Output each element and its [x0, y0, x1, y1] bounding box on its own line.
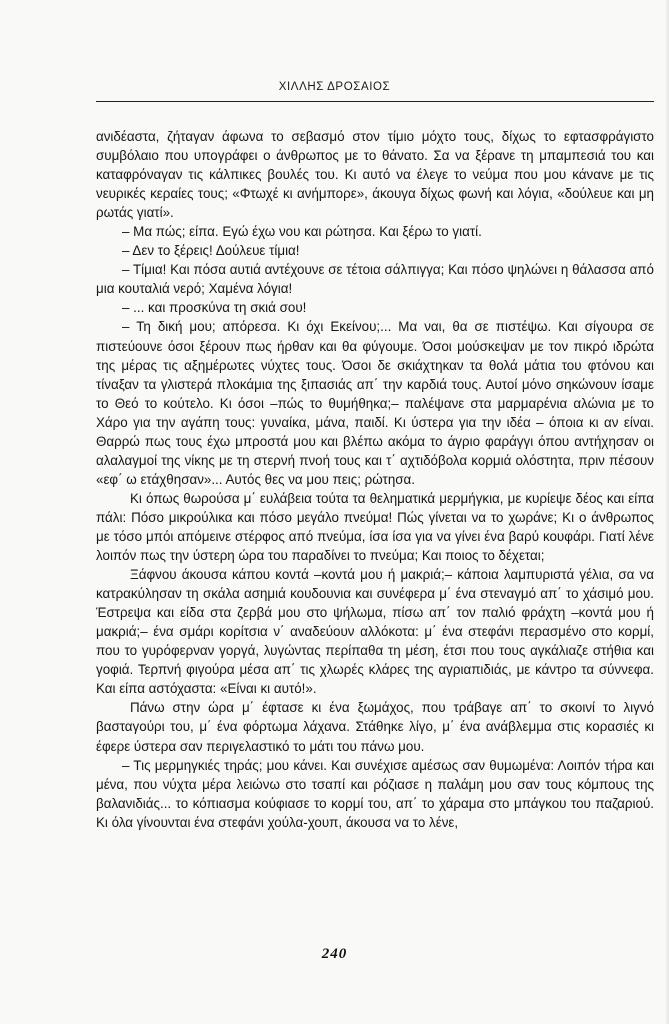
paragraph: Ξάφνου άκουσα κάπου κοντά –κοντά μου ή μακριά;– κάποια λαμπυριστά γέλια, σα να κατρακύλησαν τη σκάλα ασημιά κουδουνια και συνέφερα μ΄ ένα στεναγμό απ΄ το χάσιμό μου. Έστρεψα και είδα στα ζερβά μου στο ψήλωμα, πίσω απ΄ τον παλιό φράχτη –κοντά μου ή μακριά;– ένα σμάρι κορίτσια ν΄ αναδεύουν αλλόκοτα: μ΄ ένα στεφάνι περασμένο στο κορμί, που το γυρόφερναν γοργά, λυγώντας περίπαθα τη μέση, έτσι που τους αγκάλιαζε στήθια και γοφιά. Τερπνή φιγούρα μέσα απ΄ τις χλωρές κλάρες της αγριαπιδιάς, με κάντρο τα σύννεφα. Και είπα αστόχαστα: «Είναι κι αυτό!». [96, 567, 654, 697]
paragraph: – Τη δική μου; απόρεσα. Κι όχι Εκείνου;... Μα ναι, θα σε πιστέψω. Και σίγουρα σε πιστεύουνε όσοι ξέρουν πως ήρθαν και θα φύγουμε. Όσοι μούσκεψαν με τον πικρό ιδρώτα της μέρας τις αξημέρωτες νύχτες τους. Όσοι δε σκιάχτηκαν τα θολά μάτια του φτόνου και τίναξαν τα γλιστερά πλοκάμια της ξιπασιάς απ΄ την καρδιά τους. Αυτοί μόνο σηκώνουν ίσαμε το Θεό το κούτελο. Κι όσοι –πώς το θυμήθηκα;– παλέψανε στα μαρμαρένια αλώνια με το Χάρο για την αγάπη τους: γυναίκα, μάνα, παιδί. Κι ύστερα για την ιδέα – όποια κι αν είναι. Θαρρώ πως τους έχω μπροστά μου και βλέπω ακόμα το άγριο φαράγγι όπου αντήχησαν οι αλαλαγμοί της νίκης με τη στερνή πνοή τους και τ΄ αχτιδόβολα κορμιά ολόστητα, πριν πέσουν «εφ΄ ω ετάχθησαν»... Αυτός θες να μου πεις; ρώτησα. [96, 319, 654, 487]
paragraph: Κι όπως θωρούσα μ΄ ευλάβεια τούτα τα θεληματικά μερμήγκια, με κυρίεψε δέος και είπα πάλι: Πόσο μικρούλικα και πόσο μεγάλο πνεύμα! Πώς γίνεται να το χωράνε; Κι ο άνθρωπος με τόσο μπόι απόμεινε στέρφος από πνεύμα, ίσα ίσα για να γίνει ένα βαρύ κουφάρι. Γιατί λένε λοιπόν πως την ύστερη ώρα του παραδίνει το πνεύμα; Και ποιος το δέχεται; [96, 490, 654, 564]
paragraph: – Δεν το ξέρεις! Δούλευε τίμια! [122, 243, 300, 259]
paragraph: – ... και προσκύνα τη σκιά σου! [122, 300, 307, 316]
paragraph: – Τις μερμηγκιές τηράς; μου κάνει. Και συνέχισε αμέσως σαν θυμωμένα: Λοιπόν τήρα και μένα, που νύχτα μέρα λειώνω στο τσαπί και ρόζιασε η παλάμη μου σαν τους κόμπους της βαλανιδιάς... το κόπιασμα κούφιασε το κορμί του, απ΄ το χάραμα στο μπάγκου του παζαριού. Κι όλα γίνουνται ένα στεφάνι χούλα-χουπ, άκουσα να το λένε, [96, 757, 654, 830]
page-edge-shadow [665, 0, 669, 1024]
paragraph: – Μα πώς; είπα. Εγώ έχω νου και ρώτησα. Και ξέρω το γιατί. [122, 224, 482, 240]
page-number: 240 [321, 946, 348, 962]
paragraph: – Τίμια! Και πόσα αυτιά αντέχουνε σε τέτοια σάλπιγγα; Και πόσο ψηλώνει η θάλασσα από μια κουταλιά νερό; Χαμένα λόγια! [96, 262, 654, 297]
paragraph: Πάνω στην ώρα μ΄ έφτασε κι ένα ξωμάχος, που τράβαγε απ΄ το σκοινί το λιγνό βασταγούρι του, μ΄ ένα φόρτωμα λάχανα. Στάθηκε λίγο, μ΄ ένα ανάβλεμμα στις κορασιές κι έφερε ύστερα σαν περιγελαστικό το μάτι του πάνω μου. [96, 700, 654, 754]
running-head: ΧΙΛΛΗΣ ΔΡΟΣΑΙΟΣ [278, 81, 391, 93]
paragraph: ανιδέαστα, ζήταγαν άφωνα το σεβασμό στον τίμιο μόχτο τους, δίχως το εφτασφράγιστο συμβόλαιο που υπογράφει ο άνθρωπος με το θάνατο. Σα να ξέρανε τη μπαμπεσιά του και καταφρόναγαν τις κάλπικες βουλές του. Κι αυτό να έλεγε το νεύμα που μου κάνανε με τις νευρικές κεραίες τους; «Φτωχέ κι ανήμπορε», άκουγα δίχως φωνή και λόγια, «δούλευε και μη ρωτάς γιατί». [96, 129, 654, 221]
header-rule [96, 101, 654, 102]
body-text [96, 127, 654, 832]
